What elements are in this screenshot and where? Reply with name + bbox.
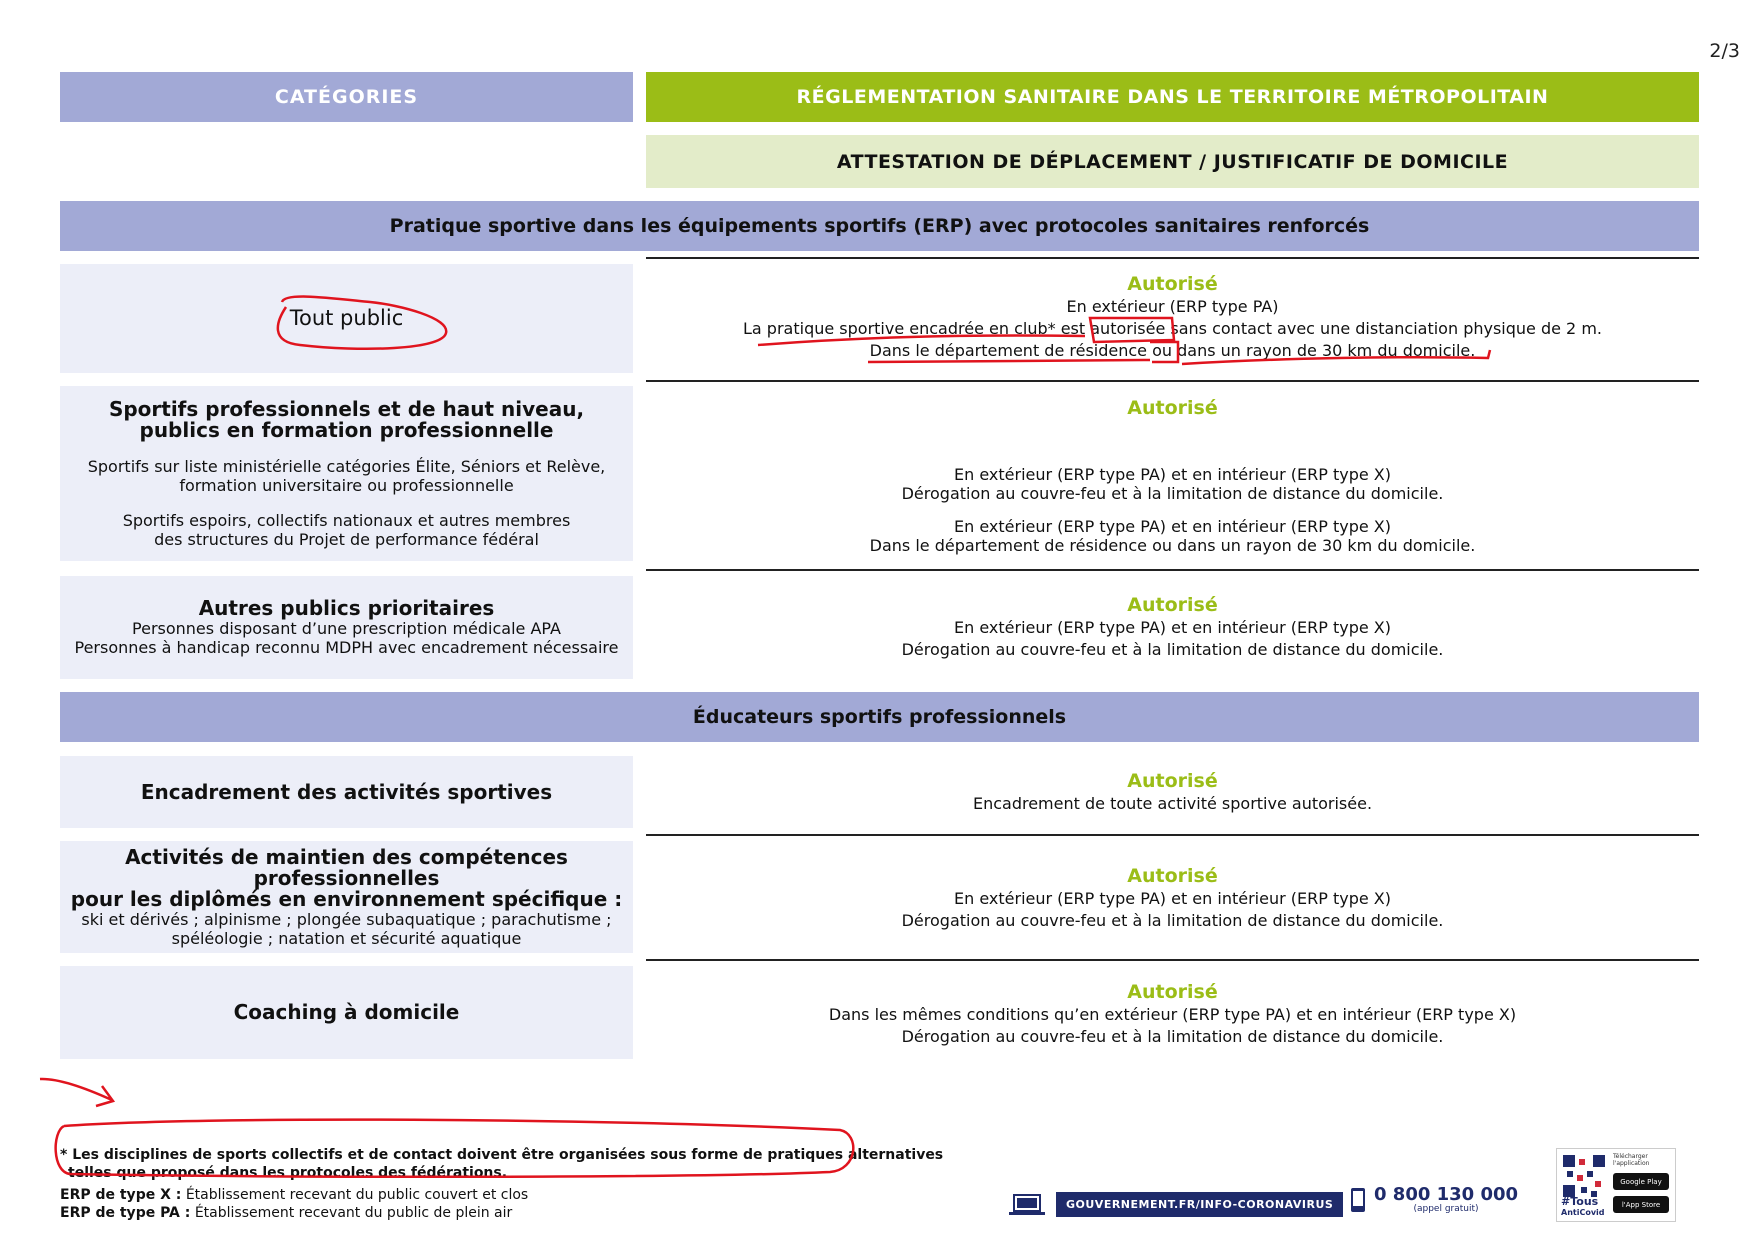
regulation-line: Dans les mêmes conditions qu’en extérieur (ERP type PA) et en intérieur (ERP type X) — [828, 1005, 1517, 1024]
status-authorized: Autorisé — [1127, 273, 1218, 295]
category-title: Coaching à domicile — [233, 1000, 460, 1024]
regulation-line: En extérieur (ERP type PA) — [1066, 297, 1279, 316]
status-authorized: Autorisé — [1127, 865, 1218, 887]
regulation-line: En extérieur (ERP type PA) et en intérieur (ERP type X) — [954, 517, 1391, 536]
section-title-educateurs: Éducateurs sportifs professionnels — [60, 692, 1699, 742]
category-title: pour les diplômés en environnement spécifique : — [70, 886, 623, 911]
tous-line: #Tous — [1561, 1195, 1599, 1208]
category-title: Activités de maintien des compétences professionnelles — [125, 844, 568, 890]
download-label: Télécharger l'application — [1613, 1153, 1650, 1167]
annotation-underline-club — [758, 335, 1085, 345]
regulation-line: Dérogation au couvre-feu et à la limitation de distance du domicile. — [901, 640, 1444, 659]
gov-link-badge[interactable]: GOUVERNEMENT.FR/INFO-CORONAVIRUS — [1056, 1192, 1343, 1217]
erp-x-label: ERP de type X : — [60, 1187, 182, 1203]
header-regulation: RÉGLEMENTATION SANITAIRE DANS LE TERRITOIRE MÉTROPOLITAIN — [646, 72, 1699, 122]
regulation-line: Encadrement de toute activité sportive autorisée. — [972, 794, 1373, 813]
category-detail: ski et dérivés ; alpinisme ; plongée subaquatique ; parachutisme ; — [81, 909, 612, 929]
annotation-underline-departement — [868, 360, 1150, 362]
category-detail: formation universitaire ou professionnelle — [179, 475, 514, 495]
anticovid-line: AntiCovid — [1561, 1208, 1605, 1217]
google-play-button[interactable]: Google Play — [1613, 1173, 1669, 1190]
regulation-line: En extérieur (ERP type PA) et en intérieur (ERP type X) — [954, 618, 1391, 637]
status-authorized: Autorisé — [1127, 594, 1218, 616]
erp-pa-text: Établissement recevant du public de plein air — [194, 1205, 513, 1221]
status-authorized: Autorisé — [1127, 397, 1218, 419]
annotation-footnote-enclosure — [56, 1120, 854, 1177]
annotation-circle-tout-public — [278, 297, 446, 349]
category-title: publics en formation professionnelle — [139, 417, 554, 442]
status-authorized: Autorisé — [1127, 981, 1218, 1003]
category-title: Sportifs professionnels et de haut niveau, — [108, 396, 585, 421]
regulation-line: En extérieur (ERP type PA) et en intérieur (ERP type X) — [954, 889, 1391, 908]
annotation-box-autorisee — [1090, 318, 1174, 342]
annotation-arrow — [40, 1079, 113, 1106]
category-detail: Sportifs sur liste ministérielle catégories Élite, Séniors et Relève, — [87, 456, 606, 476]
regulation-line: Dans le département de résidence ou dans un rayon de 30 km du domicile. — [869, 341, 1476, 360]
erp-x-text: Établissement recevant du public couvert et clos — [185, 1187, 529, 1203]
regulation-line: La pratique sportive encadrée en club* est autorisée sans contact avec une distanciation physique de 2 m. — [743, 319, 1602, 338]
category-detail: Sportifs espoirs, collectifs nationaux et autres membres — [122, 510, 571, 530]
status-authorized: Autorisé — [1127, 770, 1218, 792]
erp-pa-label: ERP de type PA : — [60, 1205, 191, 1221]
app-store-button[interactable]: l'App Store — [1613, 1196, 1669, 1213]
category-detail: Personnes à handicap reconnu MDPH avec encadrement nécessaire — [74, 638, 619, 657]
regulation-line: En extérieur (ERP type PA) et en intérieur (ERP type X) — [954, 465, 1391, 484]
phone-number[interactable]: 0 800 130 000 — [1374, 1184, 1519, 1205]
footnote-line: * Les disciplines de sports collectifs et de contact doivent être organisées sous forme de pratiques alternatives — [60, 1147, 944, 1163]
category-title: Autres publics prioritaires — [198, 596, 495, 620]
footnote-line: telles que proposé dans les protocoles des fédérations. — [68, 1165, 508, 1181]
annotation-box-ou — [1150, 342, 1178, 362]
regulation-line: Dérogation au couvre-feu et à la limitation de distance du domicile. — [901, 484, 1444, 503]
phone-note: (appel gratuit) — [1413, 1204, 1479, 1214]
page-number: 2/3 — [1709, 40, 1740, 62]
section-title-erp: Pratique sportive dans les équipements sportifs (ERP) avec protocoles sanitaires renforcés — [60, 201, 1699, 251]
category-title: Encadrement des activités sportives — [140, 779, 553, 804]
category-detail: spéléologie ; natation et sécurité aquatique — [171, 928, 522, 948]
annotation-underline-rayon — [1182, 350, 1490, 364]
header-categories: CATÉGORIES — [60, 72, 633, 122]
category-detail: des structures du Projet de performance fédéral — [154, 529, 539, 549]
regulation-line: Dérogation au couvre-feu et à la limitation de distance du domicile. — [901, 911, 1444, 930]
category-detail: Personnes disposant d’une prescription médicale APA — [132, 619, 561, 638]
regulation-line: Dans le département de résidence ou dans un rayon de 30 km du domicile. — [869, 536, 1476, 555]
header-attestation: ATTESTATION DE DÉPLACEMENT / JUSTIFICATIF DE DOMICILE — [646, 135, 1699, 188]
category-title: Tout public — [289, 306, 404, 330]
regulation-line: Dérogation au couvre-feu et à la limitation de distance du domicile. — [901, 1027, 1444, 1046]
